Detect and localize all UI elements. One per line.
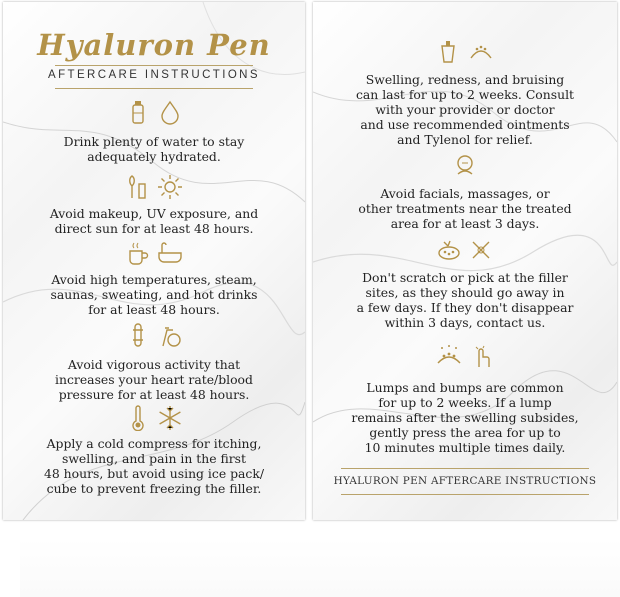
bathtub-icon bbox=[157, 240, 183, 266]
dumbbell-icon bbox=[125, 322, 151, 348]
exercise-bike-icon bbox=[157, 322, 183, 348]
instruction-swelling: Swelling, redness, and bruising can last for up to 2 weeks. Consult with your provider or doctor and use recommended ointments and Tylenol for relief. bbox=[355, 72, 575, 147]
ointment-tube-icon bbox=[436, 38, 462, 64]
instruction-activity: Avoid vigorous activity that increases your heart rate/blood pressure for at least 48 hours. bbox=[55, 357, 253, 402]
card-footer: HYALURON PEN AFTERCARE INSTRUCTIONS bbox=[333, 475, 597, 487]
scratch-icons bbox=[313, 237, 617, 263]
redness-icons bbox=[313, 38, 617, 64]
brand-title: Hyaluron Pen bbox=[37, 28, 271, 62]
footer-divider-bottom bbox=[341, 494, 589, 495]
cold-compress-icons bbox=[3, 405, 305, 431]
footer-divider-top bbox=[341, 468, 589, 469]
left-instruction-card bbox=[3, 2, 305, 520]
no-touch-icon bbox=[468, 237, 494, 263]
instruction-lumps: Lumps and bumps are common for up to 2 weeks. If a lump remains after the swelling subsides, gently press the area for up to 10 minutes multiple times daily. bbox=[351, 380, 579, 455]
activity-icons bbox=[3, 322, 305, 348]
instruction-makeup-sun: Avoid makeup, UV exposure, and direct sun for at least 48 hours. bbox=[49, 206, 259, 236]
reflection-area bbox=[20, 538, 620, 597]
makeup-brush-icon bbox=[125, 174, 151, 200]
instruction-no-scratch: Don't scratch or pick at the filler sites, as they should go away in a few days. If they don't disappear within 3 days, contact us. bbox=[356, 270, 574, 330]
makeup-sun-icons bbox=[3, 174, 305, 200]
card-subtitle: AFTERCARE INSTRUCTIONS bbox=[48, 69, 260, 81]
sun-icon bbox=[157, 174, 183, 200]
face-redness-icon bbox=[468, 38, 494, 64]
lumps-icon bbox=[436, 343, 462, 369]
finger-press-icon bbox=[468, 343, 494, 369]
right-instruction-card bbox=[313, 2, 617, 520]
snowflake-icon bbox=[157, 405, 183, 431]
scratch-icon bbox=[436, 237, 462, 263]
instruction-hydration: Drink plenty of water to stay adequately hydrated. bbox=[63, 134, 245, 164]
title-divider bbox=[55, 65, 253, 66]
instruction-heat: Avoid high temperatures, steam, saunas, sweating, and hot drinks for at least 48 hours. bbox=[50, 272, 258, 317]
hot-drink-icon bbox=[125, 240, 151, 266]
thermometer-icon bbox=[125, 405, 151, 431]
facial-icons bbox=[313, 152, 617, 178]
instruction-facials: Avoid facials, massages, or other treatments near the treated area for at least 3 days. bbox=[358, 186, 572, 231]
facial-treatment-icon bbox=[452, 152, 478, 178]
heat-icons bbox=[3, 240, 305, 266]
lumps-icons bbox=[313, 343, 617, 369]
instruction-cold-compress: Apply a cold compress for itching, swelling, and pain in the first 48 hours, but avoid using ice pack/ cube to prevent freezing the filler. bbox=[43, 436, 265, 496]
hydration-icons bbox=[3, 99, 305, 125]
water-bottle-icon bbox=[125, 99, 151, 125]
subtitle-divider bbox=[55, 88, 253, 89]
water-drop-icon bbox=[157, 99, 183, 125]
